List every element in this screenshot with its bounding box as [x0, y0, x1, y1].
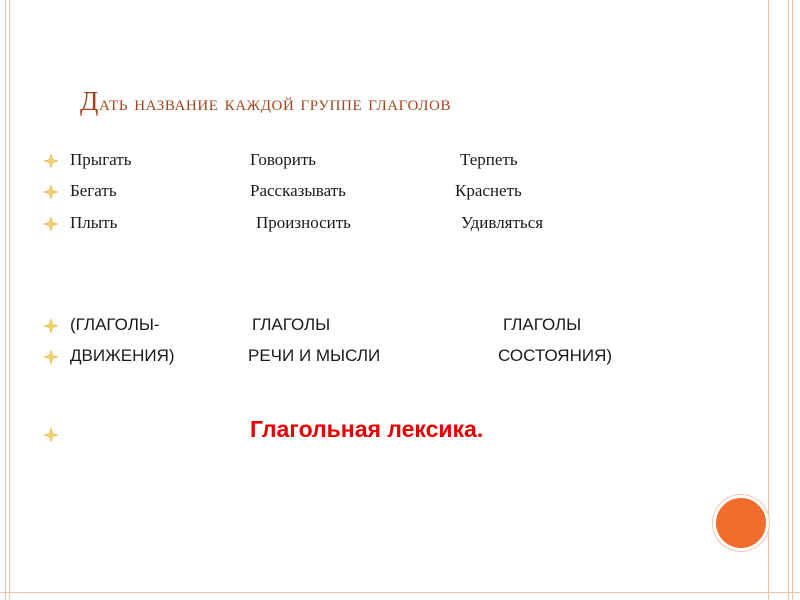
verb-row [0, 213, 760, 239]
frame-left-border [5, 0, 10, 600]
verb-cell: Бегать [70, 181, 117, 200]
sparkle-bullet-icon [44, 185, 58, 199]
title-rest: ать название каждой группе глаголов [99, 90, 452, 115]
group-cell: ДВИЖЕНИЯ) [70, 346, 175, 365]
conclusion-text: Глагольная лексика. [250, 416, 484, 442]
verb-cell: Произносить [256, 213, 351, 232]
verb-cell: Плыть [70, 213, 118, 232]
verb-cell: Краснеть [455, 181, 522, 200]
frame-right-line [768, 0, 769, 600]
group-row [0, 346, 760, 372]
sparkle-bullet-icon [44, 154, 58, 168]
sparkle-bullet-icon [44, 217, 58, 231]
frame-right-border [788, 0, 793, 600]
verb-row [0, 150, 760, 176]
sparkle-bullet-icon [44, 319, 58, 333]
group-cell: СОСТОЯНИЯ) [498, 346, 613, 365]
verb-cell: Терпеть [460, 150, 518, 169]
sparkle-bullet-icon [44, 350, 58, 364]
group-cell: ГЛАГОЛЫ [503, 315, 582, 334]
verb-row [0, 181, 760, 207]
group-cell: (ГЛАГОЛЫ- [70, 315, 160, 334]
title-initial: Д [80, 86, 100, 116]
decorative-circle [713, 495, 769, 551]
frame-bottom-line [0, 592, 800, 593]
verb-cell: Прыгать [70, 150, 132, 169]
verb-cell: Удивляться [461, 213, 544, 232]
group-cell: ГЛАГОЛЫ [252, 315, 331, 334]
sparkle-bullet-icon [44, 428, 58, 442]
verb-cell: Говорить [250, 150, 317, 169]
verb-cell: Рассказывать [250, 181, 346, 200]
group-row [0, 315, 760, 341]
group-cell: РЕЧИ И МЫСЛИ [248, 346, 381, 365]
slide-title [80, 86, 720, 117]
